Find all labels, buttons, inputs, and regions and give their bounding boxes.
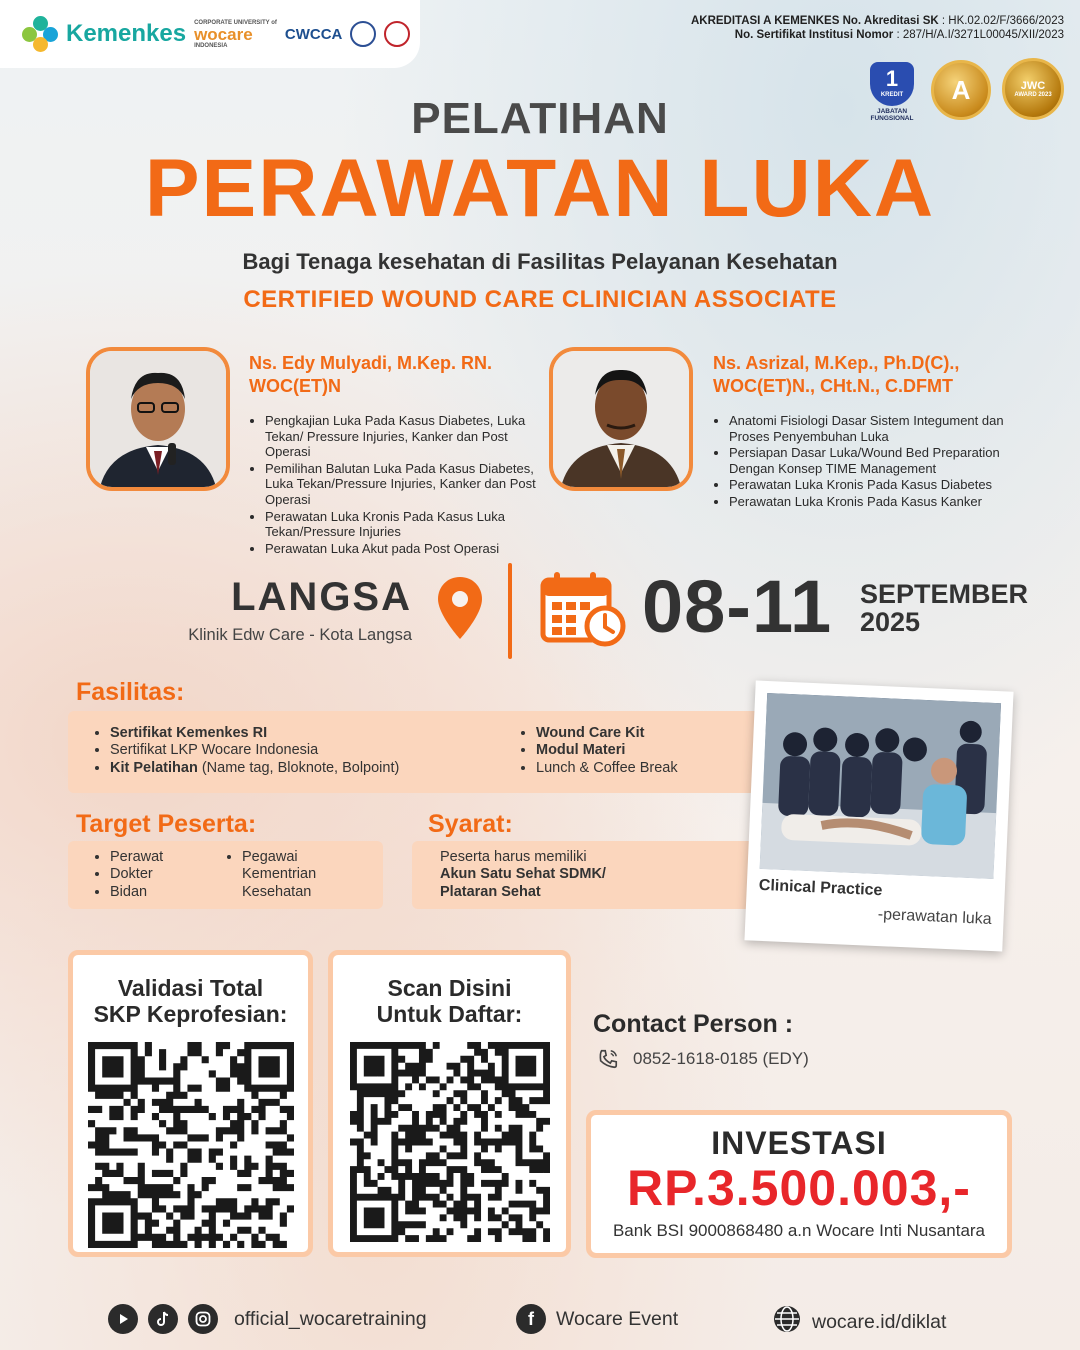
list-item: • Pegawai Kementrian Kesehatan: [242, 849, 340, 901]
syarat-box: Peserta harus memiliki Akun Satu Sehat SDMK/ Plataran Sehat: [412, 841, 768, 909]
footer-website[interactable]: [772, 1304, 946, 1340]
kredit-shield-icon: 1 KREDIT: [870, 62, 914, 106]
list-item: • Kit Pelatihan (Name tag, Bloknote, Bolpoint): [110, 760, 399, 777]
speaker-1-info: [249, 352, 539, 557]
location-pin-icon: [436, 575, 484, 646]
list-item: • Pemilihan Balutan Luka Pada Kasus Diabetes, Luka Tekan/Pressure Injuries, Kanker dan Post Operasi: [265, 461, 539, 508]
social-handle: official_wocaretraining: [234, 1307, 427, 1330]
clinical-practice-photo-card: [744, 680, 1013, 951]
contact-heading: Contact Person :: [593, 1010, 794, 1038]
register-qr-code[interactable]: [350, 1042, 550, 1242]
phone-number: 0852-1618-0185 (EDY): [633, 1049, 809, 1068]
speaker-1-name: Ns. Edy Mulyadi, M.Kep. RN. WOC(ET)N: [249, 353, 493, 396]
skp-qr-title: Validasi Total SKP Keprofesian:: [93, 975, 288, 1028]
list-item: • Lunch & Coffee Break: [536, 760, 678, 777]
speaker-2-topics: [713, 413, 1023, 510]
investment-price: RP.3.500.003,-: [627, 1160, 971, 1216]
target-list-2: [220, 849, 340, 901]
website-url: wocare.id/diklat: [812, 1310, 947, 1333]
polaroid-caption: Clinical Practice: [758, 876, 883, 900]
wocare-logo: CORPORATE UNIVERSITY of wocare INDONESIA: [194, 19, 277, 49]
phone-icon: [597, 1048, 619, 1070]
jwc-award-medal-icon: JWC AWARD 2023: [1002, 58, 1064, 120]
globe-icon: [772, 1304, 802, 1340]
accreditation-a-medal-icon: A: [931, 60, 991, 120]
facilities-box: [68, 711, 768, 793]
cwcca-logo: CWCCA: [284, 25, 343, 43]
page-title: PERAWATAN LUKA: [144, 143, 936, 234]
skp-qr-code[interactable]: [88, 1042, 294, 1248]
divider: [508, 563, 512, 659]
list-item: • Sertifikat LKP Wocare Indonesia: [110, 742, 399, 759]
logo-bar: [0, 0, 420, 68]
list-item: • Sertifikat Kemenkes RI: [110, 725, 399, 742]
target-list-1: [88, 849, 163, 901]
tiktok-icon[interactable]: [148, 1304, 178, 1334]
target-heading: Target Peserta:: [76, 810, 257, 838]
event-venue: Klinik Edw Care - Kota Langsa: [188, 626, 412, 644]
target-box: [68, 841, 383, 909]
investment-heading: INVESTASI: [711, 1125, 887, 1161]
speaker-2-name: Ns. Asrizal, M.Kep., Ph.D(C)., WOC(ET)N., CHt.N., C.DFMT: [713, 353, 960, 396]
title-kicker: PELATIHAN: [411, 94, 669, 143]
list-item: • Pengkajian Luka Pada Kasus Diabetes, Luka Tekan/ Pressure Injuries, Kanker dan Post Operasi: [265, 413, 539, 460]
facebook-name: Wocare Event: [556, 1307, 679, 1330]
list-item: • Modul Materi: [536, 742, 678, 759]
association-seal-icon: [350, 21, 376, 47]
subtitle: Bagi Tenaga kesehatan di Fasilitas Pelayanan Kesehatan: [242, 249, 838, 274]
bank-info: Bank BSI 9000868480 a.n Wocare Inti Nusantara: [612, 1220, 986, 1240]
instagram-icon[interactable]: [188, 1304, 218, 1334]
partner-seal-icon: [384, 21, 410, 47]
facilities-list-2: [514, 725, 678, 777]
certification-title: CERTIFIED WOUND CARE CLINICIAN ASSOCIATE: [243, 286, 837, 313]
speaker-2-photo: [549, 347, 693, 491]
kemenkes-logo-icon: [22, 16, 58, 52]
list-item: • Bidan: [110, 884, 163, 901]
accreditation-info: AKREDITASI A KEMENKES No. Akreditasi SK : HK.02.02/F/3666/2023 No. Sertifikat Institusi Nomor : 287/H/A.I/3271L00045/XII/2023: [690, 15, 1064, 42]
list-item: • Perawatan Luka Akut pada Post Operasi: [265, 541, 539, 557]
list-item: • Wound Care Kit: [536, 725, 678, 742]
list-item: • Perawatan Luka Kronis Pada Kasus Diabetes: [729, 477, 1023, 493]
event-date: 08-11: [642, 565, 833, 648]
kredit-caption: JABATAN FUNGSIONAL: [870, 108, 914, 123]
skp-qr-card: [68, 950, 313, 1257]
kemenkes-logo-text: Kemenkes: [66, 20, 187, 47]
list-item: • Perawat: [110, 849, 163, 866]
speaker-2-info: [713, 352, 1023, 511]
facebook-icon: f: [516, 1304, 546, 1334]
polaroid-subcaption: -perawatan luka: [877, 906, 992, 929]
list-item: • Perawatan Luka Kronis Pada Kasus Kanker: [729, 494, 1023, 510]
register-qr-card: [328, 950, 571, 1257]
facilities-heading: Fasilitas:: [76, 678, 185, 706]
list-item: • Dokter: [110, 866, 163, 883]
clinical-practice-photo: [760, 693, 1001, 879]
list-item: • Persiapan Dasar Luka/Wound Bed Preparation Dengan Konsep TIME Management: [729, 445, 1023, 476]
youtube-icon[interactable]: [108, 1304, 138, 1334]
list-item: • Perawatan Luka Kronis Pada Kasus Luka Tekan/Pressure Injuries: [265, 509, 539, 540]
register-qr-title: Scan Disini Untuk Daftar:: [376, 975, 523, 1028]
list-item: • Anatomi Fisiologi Dasar Sistem Integument dan Proses Penyembuhan Luka: [729, 413, 1023, 444]
footer-social[interactable]: [108, 1304, 427, 1334]
footer-facebook[interactable]: [516, 1304, 678, 1334]
calendar-icon: [540, 570, 626, 653]
speaker-1-topics: [249, 413, 539, 556]
contact-phone[interactable]: [597, 1048, 809, 1070]
speaker-1-photo: [86, 347, 230, 491]
event-month-year: SEPTEMBER 2025: [860, 579, 1029, 638]
facilities-list-1: [88, 725, 399, 777]
investment-box: [586, 1110, 1012, 1258]
syarat-heading: Syarat:: [428, 810, 513, 838]
event-city: LANGSA: [231, 575, 412, 619]
